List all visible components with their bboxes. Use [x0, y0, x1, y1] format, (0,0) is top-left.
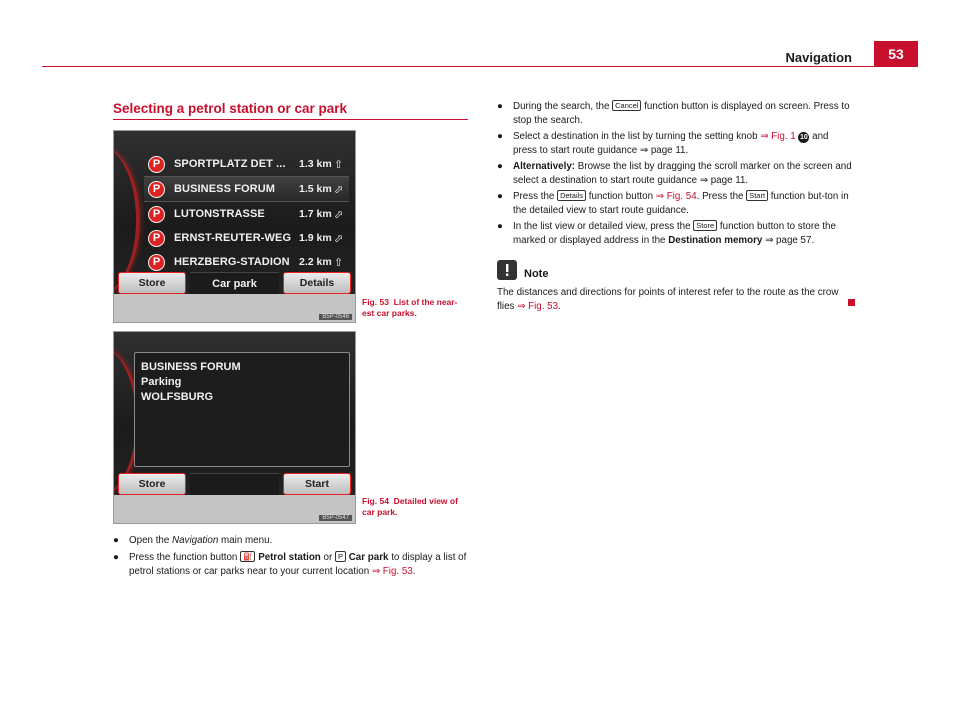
bullet-select-destination: ● Select a destination in the list by turning the setting knob ⇒ Fig. 1 10 and press to start route guidance ⇒ page 11. [497, 131, 829, 156]
car-park-label: Car park [348, 552, 389, 563]
bullet-press-function-button: ● Press the function button ⛽ Petrol station or P Car park to display a list of petrol stations or car parks near to your current location ⇒ Fig. 53. [113, 552, 467, 577]
parking-icon: P [148, 254, 165, 271]
list-item-name: LUTONSTRASSE [174, 208, 265, 220]
list-item[interactable] [144, 176, 349, 202]
list-item-name: BUSINESS FORUM [174, 183, 276, 195]
figure-53-car-park-list [113, 130, 356, 323]
fuel-pump-icon: ⛽ [240, 551, 255, 562]
function-button-bar [118, 473, 351, 495]
details-button[interactable]: Details [283, 272, 351, 294]
list-item-name: ERNST-REUTER-WEG [174, 232, 292, 244]
parking-icon: P [148, 156, 165, 173]
figure-53-caption [362, 297, 467, 319]
header-rule [42, 66, 918, 67]
caption-label: Fig. 54 [362, 496, 389, 506]
list-item-distance: 1.7 km [299, 208, 332, 220]
figure-code: B5P-0547 [319, 515, 352, 521]
start-key: Start [746, 190, 768, 201]
figure-link[interactable]: ⇒ Fig. 53 [517, 300, 559, 312]
figure-54-caption [362, 496, 467, 518]
list-item-distance: 2.2 km [299, 256, 332, 268]
direction-arrow-icon: ⬀ [334, 232, 344, 245]
direction-arrow-icon: ⇧ [334, 256, 344, 269]
direction-arrow-icon: ⇧ [334, 158, 344, 171]
bullet-store-address: ● In the list view or detailed view, press the Store function button to store the marked or displayed address in the Destination memory ⇒ page 57. [497, 221, 836, 246]
figure-code: B5P-0546 [319, 314, 352, 320]
category-label: Car park [190, 272, 279, 294]
section-title: Selecting a petrol station or car park [113, 101, 348, 116]
figure-link[interactable]: ⇒ Fig. 54 [655, 191, 697, 202]
figure-link[interactable]: ⇒ Fig. 53 [371, 565, 413, 577]
bullet-open-navigation: ● Open the Navigation main menu. [113, 535, 273, 546]
car-park-list [144, 152, 349, 274]
note-text: The distances and directions for points of interest refer to the route as the crow flies ⇒ Fig. 53. [497, 287, 839, 312]
direction-arrow-icon: ⬀ [334, 208, 344, 221]
figure-link[interactable]: ⇒ Fig. 1 [760, 131, 796, 142]
petrol-station-label: Petrol station [258, 552, 321, 563]
menu-name: Navigation [172, 535, 219, 546]
store-key: Store [693, 220, 717, 231]
figure-54-car-park-detail [113, 331, 356, 524]
parking-icon: P [148, 230, 165, 247]
direction-arrow-icon: ⬀ [334, 183, 344, 196]
caption-label: Fig. 53 [362, 297, 389, 307]
page-number: 53 [874, 41, 918, 67]
section-end-marker [848, 299, 855, 306]
list-item[interactable] [144, 152, 349, 176]
bullet-alternatively: ● Alternatively: Browse the list by dragging the scroll marker on the screen and select a destination to start route guidance ⇒ page 11. [497, 161, 852, 186]
list-item-distance: 1.9 km [299, 232, 332, 244]
start-button[interactable]: Start [283, 473, 351, 495]
section-rule [113, 119, 468, 120]
cancel-key: Cancel [612, 100, 641, 111]
list-item-name: HERZBERG-STADION [174, 256, 290, 268]
list-item-distance: 1.5 km [299, 183, 332, 195]
caption-text: List of the near-est car parks. [362, 297, 458, 318]
bullet-cancel-search: ● During the search, the Cancel function button is displayed on screen. Press to stop the search. [497, 101, 850, 126]
store-button[interactable]: Store [118, 473, 186, 495]
setting-knob-icon: 10 [800, 134, 808, 141]
chapter-title: Navigation [785, 50, 852, 65]
store-button[interactable]: Store [118, 272, 186, 294]
detail-category: Parking [141, 376, 182, 388]
function-button-bar [118, 272, 351, 294]
parking-key-icon: P [335, 551, 346, 562]
list-item[interactable] [144, 226, 349, 250]
list-item-distance: 1.3 km [299, 158, 332, 170]
details-key: Details [557, 190, 586, 201]
detail-city: WOLFSBURG [141, 391, 214, 403]
parking-icon: P [148, 181, 165, 198]
detail-name: BUSINESS FORUM [141, 361, 241, 373]
list-item[interactable] [144, 250, 349, 274]
note-icon [497, 260, 517, 280]
caption-text: Detailed view of car park. [362, 496, 458, 517]
note-label: Note [524, 268, 549, 280]
list-item-name: SPORTPLATZ DET ... [174, 158, 286, 170]
button-bar-spacer [190, 473, 279, 495]
parking-icon: P [148, 206, 165, 223]
bullet-details-start: ● Press the Details function button ⇒ Fig. 54. Press the Start function but-ton in the detailed view to start route guidance. [497, 191, 849, 216]
list-item[interactable] [144, 202, 349, 226]
